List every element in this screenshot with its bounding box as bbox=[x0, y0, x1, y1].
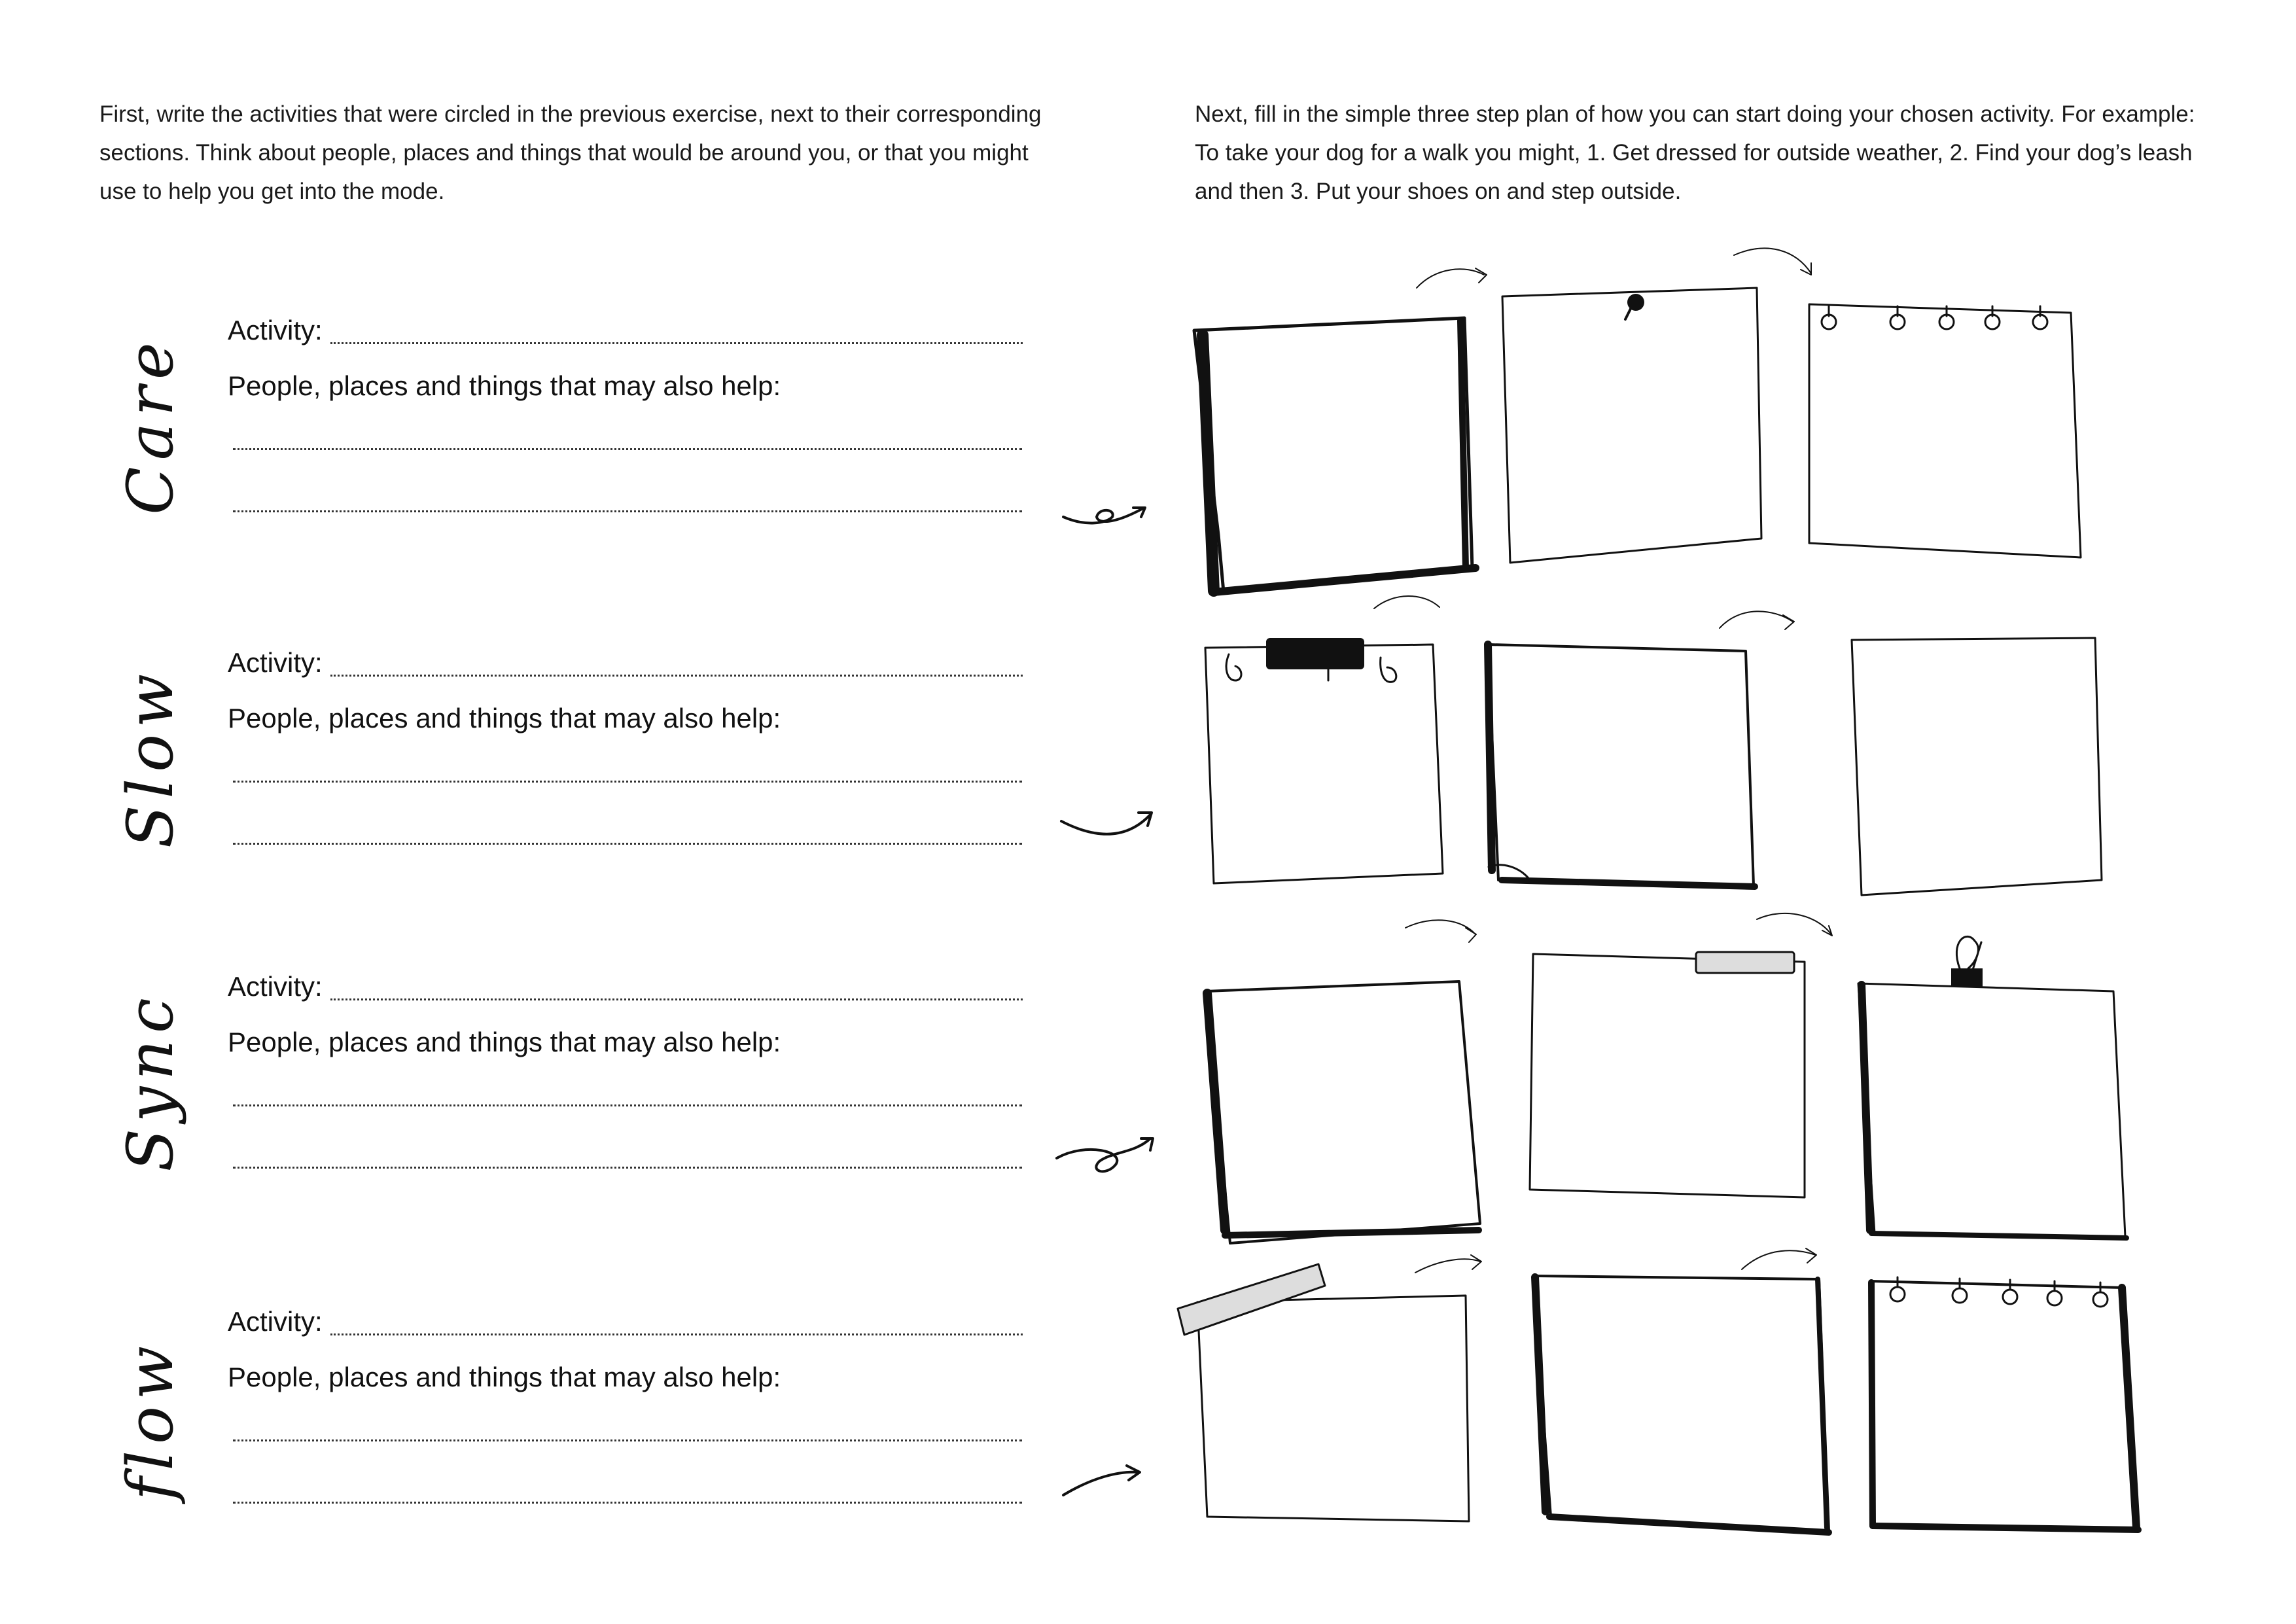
activity-field-flow[interactable] bbox=[228, 1305, 1023, 1338]
binder-clip-icon bbox=[1951, 936, 1983, 987]
arrow-slow bbox=[1061, 813, 1152, 834]
instructions-right: Next, fill in the simple three step plan of how you can start doing your chosen activity. For example: To take your dog for a walk you might, 1. Get dressed for outside weather, 2. Find your dog’s leash and then 3. Put your shoes on and step outside. bbox=[1195, 101, 2195, 204]
note-slow-step-1[interactable] bbox=[1205, 638, 1443, 883]
activity-input-flow[interactable] bbox=[330, 1310, 1023, 1335]
arrow-slow-1-2 bbox=[1374, 596, 1439, 609]
tape-strip-icon bbox=[1696, 952, 1794, 973]
arrow-flow-1-2 bbox=[1415, 1255, 1481, 1273]
section-title-slow: Slow bbox=[114, 667, 187, 849]
instructions-left: First, write the activities that were circled in the previous exercise, next to their corresponding sections. Think about people, places and things that would be around you, or that you might use to help you get into the mode. bbox=[99, 101, 1042, 204]
activity-input-sync[interactable] bbox=[330, 975, 1023, 1000]
note-slow-step-2[interactable] bbox=[1488, 644, 1755, 887]
tape-strip-icon bbox=[1266, 638, 1364, 669]
section-title-flow: flow bbox=[114, 1339, 187, 1501]
activity-field-sync[interactable] bbox=[228, 970, 1023, 1003]
section-flow bbox=[0, 1289, 1047, 1590]
arrow-care-2-3 bbox=[1734, 248, 1811, 275]
helper-input-care-2[interactable] bbox=[233, 510, 1022, 512]
arrow-care-1-2 bbox=[1417, 268, 1487, 288]
activity-label: Activity: bbox=[228, 1306, 323, 1337]
note-sync-step-1[interactable] bbox=[1206, 981, 1480, 1243]
section-care bbox=[0, 298, 1047, 599]
note-sync-step-2[interactable] bbox=[1530, 952, 1805, 1197]
note-care-step-1[interactable] bbox=[1194, 318, 1475, 592]
arrow-flow bbox=[1063, 1466, 1140, 1495]
note-care-step-3[interactable] bbox=[1809, 304, 2081, 557]
arrow-swirl-sync bbox=[1057, 1139, 1153, 1171]
helpers-label: People, places and things that may also help: bbox=[228, 370, 781, 401]
helper-input-flow-1[interactable] bbox=[233, 1439, 1022, 1441]
helpers-label: People, places and things that may also help: bbox=[228, 1027, 781, 1057]
arrow-slow-2-3 bbox=[1720, 611, 1794, 629]
arrow-sync-1-2 bbox=[1405, 920, 1476, 942]
note-flow-step-2[interactable] bbox=[1533, 1276, 1829, 1532]
note-care-step-2[interactable] bbox=[1502, 288, 1761, 563]
note-sync-step-3[interactable] bbox=[1858, 936, 2127, 1238]
arrow-flow-2-3 bbox=[1742, 1248, 1816, 1269]
section-title-care: Care bbox=[114, 336, 187, 515]
activity-field-slow[interactable] bbox=[228, 646, 1023, 679]
helper-input-care-1[interactable] bbox=[233, 448, 1022, 450]
activity-input-slow[interactable] bbox=[330, 651, 1023, 677]
helpers-label: People, places and things that may also help: bbox=[228, 1362, 781, 1392]
section-sync bbox=[0, 954, 1047, 1255]
note-slow-step-3[interactable] bbox=[1852, 638, 2102, 895]
activity-label: Activity: bbox=[228, 315, 323, 345]
activity-label: Activity: bbox=[228, 971, 323, 1002]
activity-input-care[interactable] bbox=[330, 319, 1023, 344]
note-flow-step-3[interactable] bbox=[1870, 1277, 2138, 1530]
helper-input-slow-1[interactable] bbox=[233, 781, 1022, 783]
arrow-sync-2-3 bbox=[1757, 913, 1832, 936]
arrow-swirl-care bbox=[1063, 508, 1145, 523]
note-flow-step-1[interactable] bbox=[1178, 1264, 1469, 1521]
section-title-sync: Sync bbox=[114, 991, 187, 1172]
helper-input-sync-1[interactable] bbox=[233, 1104, 1022, 1106]
helper-input-flow-2[interactable] bbox=[233, 1502, 1022, 1504]
helper-input-sync-2[interactable] bbox=[233, 1167, 1022, 1169]
activity-field-care[interactable] bbox=[228, 314, 1023, 347]
helpers-label: People, places and things that may also help: bbox=[228, 703, 781, 733]
activity-label: Activity: bbox=[228, 647, 323, 678]
helper-input-slow-2[interactable] bbox=[233, 843, 1022, 845]
section-slow bbox=[0, 630, 1047, 931]
